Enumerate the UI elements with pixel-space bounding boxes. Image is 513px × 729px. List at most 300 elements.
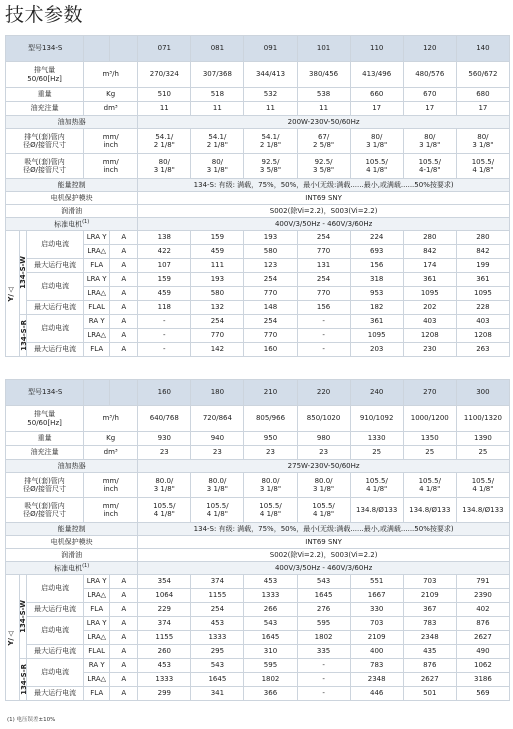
current-value: 876	[456, 617, 509, 631]
displacement-value: 380/456	[297, 62, 350, 88]
value-line: 4 1/8"	[419, 485, 441, 493]
model-number: 091	[244, 36, 297, 62]
current-value: 254	[191, 603, 244, 617]
label-line: 径Ø/接管尺寸	[23, 510, 67, 518]
displacement-value: 805/966	[244, 406, 297, 432]
model-number: 270	[403, 380, 456, 406]
current-value: 280	[456, 231, 509, 245]
value-line: 2 1/8"	[259, 141, 282, 149]
current-label: 启动电流	[27, 575, 84, 603]
current-value: 1095	[456, 287, 509, 301]
current-label: 启动电流	[27, 273, 84, 301]
displacement-value: 640/768	[138, 406, 191, 432]
label-line: 排气(套)管内	[24, 132, 65, 141]
current-value: 330	[350, 603, 403, 617]
current-value: -	[138, 329, 191, 343]
displacement-value: 413/496	[350, 62, 403, 88]
model-number: 160	[138, 380, 191, 406]
current-value: 2348	[403, 631, 456, 645]
current-label: 最大运行电流	[27, 343, 84, 357]
current-value: 770	[244, 287, 297, 301]
current-value: 2627	[403, 673, 456, 687]
current-unit: A	[110, 329, 138, 343]
current-value: 842	[403, 245, 456, 259]
current-value: 335	[297, 645, 350, 659]
current-unit: A	[110, 659, 138, 673]
sr-label	[20, 659, 27, 701]
current-value: 138	[138, 231, 191, 245]
current-value: 299	[138, 687, 191, 701]
oil-value: 23	[297, 446, 350, 460]
suction-value	[244, 154, 297, 179]
current-unit: A	[110, 575, 138, 589]
unit-line: inch	[103, 510, 119, 518]
weight-value: 930	[138, 432, 191, 446]
capacity-label: 能量控制	[6, 179, 138, 192]
current-label: 最大运行电流	[27, 603, 84, 617]
value-line: 2 1/8"	[206, 141, 228, 149]
model-number: 071	[138, 36, 191, 62]
footnote: (1) 电压误差±10%	[7, 717, 56, 723]
value-line: 80/	[477, 132, 489, 141]
discharge-value	[138, 129, 191, 154]
current-value: 156	[297, 301, 350, 315]
weight-value: 518	[191, 88, 244, 102]
current-value: 203	[350, 343, 403, 357]
suction-value	[350, 154, 403, 179]
value-line: 4 1/8"	[312, 510, 335, 518]
current-value: 543	[244, 617, 297, 631]
value-line: 80/	[211, 157, 224, 166]
oil-value: 11	[297, 102, 350, 116]
current-unit: A	[110, 287, 138, 301]
current-value: 1208	[456, 329, 509, 343]
oil-value: 23	[138, 446, 191, 460]
current-value: 543	[297, 575, 350, 589]
label-line: 50/60[Hz]	[27, 74, 62, 83]
current-value: 148	[244, 301, 297, 315]
current-value: 1333	[138, 673, 191, 687]
current-value: -	[138, 343, 191, 357]
lubricant-value: S002(除Vi=2.2)，S003(Vi=2.2)	[138, 205, 510, 218]
model-label: 型号134-S	[6, 380, 84, 406]
discharge-value	[456, 129, 509, 154]
value-line: 4 1/8"	[206, 510, 228, 518]
lubricant-label: 润滑油	[6, 205, 138, 218]
current-code: FLAL	[84, 301, 110, 315]
value-line: 105.5/	[418, 476, 441, 485]
current-value: 1645	[297, 589, 350, 603]
current-value: 318	[350, 273, 403, 287]
value-line: 4 1/8"	[472, 485, 494, 493]
current-unit: A	[110, 673, 138, 687]
current-value: 791	[456, 575, 509, 589]
protection-value: INT69 SNY	[138, 192, 510, 205]
current-value: 366	[244, 687, 297, 701]
current-unit: A	[110, 231, 138, 245]
current-value: 361	[456, 273, 509, 287]
protection-label: 电机保护模块	[6, 192, 138, 205]
weight-value: 660	[350, 88, 403, 102]
oil-value: 17	[403, 102, 456, 116]
value-line: 2 1/8"	[153, 141, 175, 149]
weight-value: 1330	[350, 432, 403, 446]
motor-value: 400V/3/50Hz - 460V/3/60Hz	[138, 562, 510, 575]
discharge-label	[6, 473, 84, 498]
current-label: 最大运行电流	[27, 301, 84, 315]
current-unit: A	[110, 343, 138, 357]
weight-unit: Kg	[84, 432, 138, 446]
label-line: 径Ø/接管尺寸	[23, 141, 67, 149]
current-value: 361	[403, 273, 456, 287]
discharge-value	[297, 473, 350, 498]
sw-label	[20, 575, 27, 659]
current-value: 595	[297, 617, 350, 631]
unit-line: inch	[103, 166, 119, 174]
current-value: 1064	[138, 589, 191, 603]
current-value: 2390	[456, 589, 509, 603]
value-line: 54.1/	[155, 132, 174, 141]
current-value: 422	[138, 245, 191, 259]
current-value: 132	[191, 301, 244, 315]
current-value: -	[138, 315, 191, 329]
current-value: 160	[244, 343, 297, 357]
value-line: 105.5/	[471, 476, 495, 485]
current-value: 156	[350, 259, 403, 273]
current-value: 1333	[191, 631, 244, 645]
yd-text: Y/△	[7, 285, 15, 302]
current-label: 启动电流	[27, 315, 84, 343]
model-number: 081	[191, 36, 244, 62]
suction-value	[244, 498, 297, 523]
sr-text: 134-S-R	[20, 320, 29, 351]
model-number: 120	[403, 36, 456, 62]
current-value: 453	[138, 659, 191, 673]
lubricant-label: 润滑油	[6, 549, 138, 562]
value-line: 54.1/	[208, 132, 227, 141]
value-line: 105.5/	[471, 157, 495, 166]
spec-table-1	[5, 35, 510, 357]
protection-label: 电机保护模块	[6, 536, 138, 549]
current-code: FLA	[84, 687, 110, 701]
value-line: 105.5/	[259, 501, 282, 510]
value-line: 67/	[317, 132, 330, 141]
suction-value	[350, 498, 403, 523]
suction-value	[191, 154, 244, 179]
current-unit: A	[110, 687, 138, 701]
weight-value: 532	[244, 88, 297, 102]
sr-label	[20, 315, 27, 357]
suction-value	[297, 498, 350, 523]
current-code: LRA△	[84, 673, 110, 687]
current-unit: A	[110, 301, 138, 315]
current-value: -	[297, 343, 350, 357]
current-value: 123	[244, 259, 297, 273]
discharge-value	[350, 473, 403, 498]
model-number: 140	[456, 36, 509, 62]
current-value: 580	[191, 287, 244, 301]
current-value: 280	[403, 231, 456, 245]
oil-label: 油充注量	[6, 102, 84, 116]
value-line: 3 5/8"	[312, 166, 335, 174]
oil-label: 油充注量	[6, 446, 84, 460]
oil-value: 11	[244, 102, 297, 116]
value-line: 80/	[371, 132, 383, 141]
current-value: 770	[191, 329, 244, 343]
page-title: 技术参数	[5, 4, 84, 26]
suction-value	[191, 498, 244, 523]
current-value: -	[297, 329, 350, 343]
current-value: 459	[191, 245, 244, 259]
current-value: 367	[403, 603, 456, 617]
current-value: 876	[403, 659, 456, 673]
displacement-value: 910/1092	[350, 406, 403, 432]
current-value: 142	[191, 343, 244, 357]
discharge-value	[138, 473, 191, 498]
weight-value: 980	[297, 432, 350, 446]
sw-text: 134-S-W	[19, 600, 27, 633]
current-code: LRA Y	[84, 575, 110, 589]
value-line: 92.5/	[261, 157, 280, 166]
discharge-value	[244, 129, 297, 154]
weight-label: 重量	[6, 432, 84, 446]
heater-label: 油加热器	[6, 460, 138, 473]
current-value: -	[297, 315, 350, 329]
motor-label	[6, 218, 138, 231]
current-value: 453	[244, 575, 297, 589]
displacement-value: 850/1020	[297, 406, 350, 432]
unit-line: mm/	[102, 157, 119, 166]
value-line: 4 1/8"	[366, 485, 388, 493]
footnote-ref: (1)	[82, 562, 90, 569]
discharge-label	[6, 129, 84, 154]
weight-value: 950	[244, 432, 297, 446]
suction-value	[138, 154, 191, 179]
current-value: 1095	[403, 287, 456, 301]
current-value: 580	[244, 245, 297, 259]
current-value: 703	[350, 617, 403, 631]
discharge-value	[191, 129, 244, 154]
weight-value: 1350	[403, 432, 456, 446]
current-value: 3186	[456, 673, 509, 687]
current-value: 551	[350, 575, 403, 589]
current-unit: A	[110, 589, 138, 603]
unit-line: mm/	[102, 476, 119, 485]
oil-unit: dm³	[84, 102, 138, 116]
displacement-unit: m³/h	[84, 406, 138, 432]
current-value: 501	[403, 687, 456, 701]
discharge-value	[191, 473, 244, 498]
displacement-value: 480/576	[403, 62, 456, 88]
current-code: LRA△	[84, 329, 110, 343]
current-value: 374	[191, 575, 244, 589]
current-value: 569	[456, 687, 509, 701]
current-value: 1062	[456, 659, 509, 673]
current-code: FLA	[84, 603, 110, 617]
current-value: 266	[244, 603, 297, 617]
current-value: 111	[191, 259, 244, 273]
current-value: -	[297, 687, 350, 701]
displacement-value: 1100/1320	[456, 406, 509, 432]
value-line: 80.0/	[208, 476, 227, 485]
current-label: 启动电流	[27, 617, 84, 645]
current-value: 224	[350, 231, 403, 245]
value-line: 3 5/8"	[259, 166, 282, 174]
displacement-value: 307/368	[191, 62, 244, 88]
current-value: 1155	[138, 631, 191, 645]
model-number: 180	[191, 380, 244, 406]
unit-line: mm/	[102, 501, 119, 510]
weight-value: 940	[191, 432, 244, 446]
current-value: 2109	[403, 589, 456, 603]
current-value: 403	[403, 315, 456, 329]
value-line: 105.5/	[418, 157, 441, 166]
sw-text: 134-S-W	[19, 256, 27, 289]
current-label: 最大运行电流	[27, 645, 84, 659]
current-value: 260	[138, 645, 191, 659]
yd-text: Y/△	[7, 629, 15, 646]
value-line: 134.8/Ø133	[462, 505, 504, 514]
current-value: 254	[244, 273, 297, 287]
current-unit: A	[110, 631, 138, 645]
oil-value: 17	[350, 102, 403, 116]
label-line: 径Ø/接管尺寸	[23, 485, 67, 493]
label-line: 排气(套)管内	[24, 476, 65, 485]
current-value: 693	[350, 245, 403, 259]
current-unit: A	[110, 315, 138, 329]
current-value: 1155	[191, 589, 244, 603]
value-line: 134.8/Ø133	[409, 505, 451, 514]
current-value: 310	[244, 645, 297, 659]
value-line: 3 1/8"	[206, 485, 228, 493]
suction-label	[6, 154, 84, 179]
current-code: LRA Y	[84, 273, 110, 287]
value-line: 134.8/Ø133	[356, 505, 398, 514]
current-value: 193	[244, 231, 297, 245]
current-value: 402	[456, 603, 509, 617]
current-value: 199	[456, 259, 509, 273]
model-label: 型号134-S	[6, 36, 84, 62]
oil-value: 25	[456, 446, 509, 460]
value-line: 4 1/8"	[153, 510, 175, 518]
suction-label	[6, 498, 84, 523]
current-value: 263	[456, 343, 509, 357]
current-value: 107	[138, 259, 191, 273]
current-value: 1095	[350, 329, 403, 343]
label-line: 吸气(套)管内	[24, 157, 65, 166]
current-value: 254	[297, 231, 350, 245]
current-value: 400	[350, 645, 403, 659]
current-value: 543	[191, 659, 244, 673]
capacity-label: 能量控制	[6, 523, 138, 536]
unit-line: inch	[103, 141, 119, 149]
oil-unit: dm³	[84, 446, 138, 460]
value-line: 3 1/8"	[312, 485, 335, 493]
displacement-value: 344/413	[244, 62, 297, 88]
current-value: 1802	[297, 631, 350, 645]
current-value: 202	[403, 301, 456, 315]
sw-label	[20, 231, 27, 315]
motor-label	[6, 562, 138, 575]
value-line: 80.0/	[261, 476, 280, 485]
current-value: 159	[191, 231, 244, 245]
current-value: 1208	[403, 329, 456, 343]
current-value: 1645	[244, 631, 297, 645]
current-unit: A	[110, 245, 138, 259]
spec-table-2	[5, 379, 510, 701]
label-line: 50/60[Hz]	[27, 418, 62, 427]
current-value: 1645	[191, 673, 244, 687]
suction-unit	[84, 154, 138, 179]
current-value: 254	[297, 273, 350, 287]
label-text: 标准电机	[54, 564, 83, 573]
label-line: 排气量	[34, 66, 56, 75]
current-code: LRA△	[84, 631, 110, 645]
current-code: RA Y	[84, 659, 110, 673]
current-unit: A	[110, 603, 138, 617]
label-line: 吸气(套)管内	[24, 501, 65, 510]
displacement-value: 1000/1200	[403, 406, 456, 432]
footnote-ref: (1)	[82, 218, 90, 225]
current-value: 459	[138, 287, 191, 301]
current-code: RA Y	[84, 315, 110, 329]
current-value: 230	[403, 343, 456, 357]
value-line: 105.5/	[206, 501, 229, 510]
value-line: 105.5/	[365, 476, 388, 485]
weight-value: 680	[456, 88, 509, 102]
current-unit: A	[110, 259, 138, 273]
suction-value	[456, 498, 509, 523]
current-value: 295	[191, 645, 244, 659]
value-line: 3 1/8"	[206, 166, 228, 174]
current-label: 启动电流	[27, 659, 84, 687]
oil-value: 25	[403, 446, 456, 460]
oil-value: 17	[456, 102, 509, 116]
oil-value: 23	[191, 446, 244, 460]
displacement-unit: m³/h	[84, 62, 138, 88]
model-number: 110	[350, 36, 403, 62]
current-value: 361	[350, 315, 403, 329]
current-value: 770	[297, 287, 350, 301]
current-value: 403	[456, 315, 509, 329]
value-line: 3 1/8"	[153, 485, 175, 493]
displacement-label	[6, 406, 84, 432]
displacement-value: 720/864	[191, 406, 244, 432]
label-line: 径Ø/接管尺寸	[23, 166, 67, 174]
value-line: 80/	[158, 157, 170, 166]
current-code: LRA Y	[84, 617, 110, 631]
current-label: 最大运行电流	[27, 687, 84, 701]
weight-value: 538	[297, 88, 350, 102]
current-value: 783	[403, 617, 456, 631]
current-value: 1333	[244, 589, 297, 603]
discharge-value	[456, 473, 509, 498]
unit-line: mm/	[102, 132, 119, 141]
suction-value	[297, 154, 350, 179]
current-value: 341	[191, 687, 244, 701]
current-value: 254	[244, 315, 297, 329]
heater-value: 275W-230V-50/60Hz	[138, 460, 510, 473]
value-line: 3 1/8"	[472, 141, 494, 149]
value-line: 3 1/8"	[153, 166, 175, 174]
value-line: 4 1/8"	[259, 510, 282, 518]
current-code: LRA Y	[84, 231, 110, 245]
discharge-unit	[84, 129, 138, 154]
current-value: 842	[456, 245, 509, 259]
displacement-value: 270/324	[138, 62, 191, 88]
current-value: 770	[244, 329, 297, 343]
current-code: FLA	[84, 343, 110, 357]
